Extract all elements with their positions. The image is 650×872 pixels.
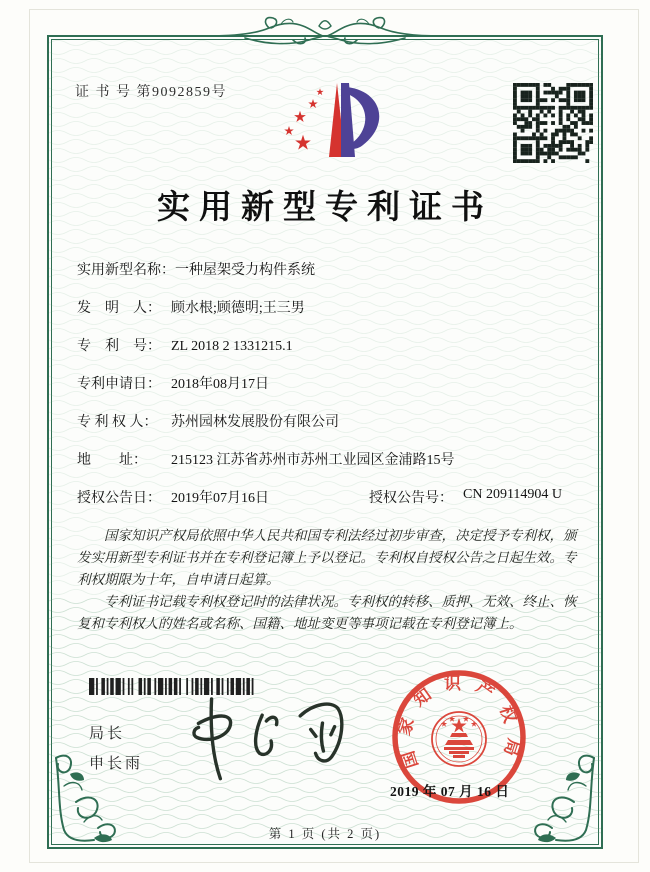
grant-date-label: 授权公告日： xyxy=(77,491,161,506)
field-row-name xyxy=(77,259,582,297)
field-value: 2018年08月17日 xyxy=(171,377,269,392)
national-emblem-icon xyxy=(432,712,486,766)
field-label: 专 利 权 人： xyxy=(77,415,158,430)
field-label: 发 明 人： xyxy=(77,301,161,316)
field-row-address xyxy=(77,449,582,487)
field-row-patent-no xyxy=(77,335,582,373)
director-title: 局长 xyxy=(89,726,126,742)
field-row-filing-date xyxy=(77,373,582,411)
cnipa-logo-icon xyxy=(275,77,395,167)
field-label: 地 址： xyxy=(77,453,147,468)
page-number: 第 1 页 (共 2 页) xyxy=(268,827,382,841)
seal-text: 国家知识产权局 xyxy=(394,674,524,771)
director-block xyxy=(89,719,143,779)
field-row-patentee xyxy=(77,411,582,449)
field-value: ZL 2018 2 1331215.1 xyxy=(171,339,293,354)
grant-date-value: 2019年07月16日 xyxy=(171,491,269,506)
legal-paragraph: 专利证书记载专利权登记时的法律状况。专利权的转移、质押、无效、终止、恢复和专利权人的姓名或名称、国籍、地址变更等事项记载在专利登记簿上。 xyxy=(77,594,577,631)
field-value: 215123 江苏省苏州市苏州工业园区金浦路15号 xyxy=(171,453,455,468)
field-label: 专 利 号： xyxy=(77,339,161,354)
field-row-grant xyxy=(77,487,582,525)
certificate-title: 实用新型专利证书 xyxy=(157,190,493,226)
top-border-ornament xyxy=(205,14,445,58)
field-value: 一种屋架受力构件系统 xyxy=(175,263,315,278)
certificate-number: 证 书 号 第9092859号 xyxy=(75,85,227,100)
field-value: 苏州园林发展股份有限公司 xyxy=(171,415,339,430)
legal-text xyxy=(77,525,581,635)
field-value: 顾水根;顾德明;王三男 xyxy=(171,301,305,316)
seal-date: 2019 年 07 月 16 日 xyxy=(390,784,510,799)
legal-paragraph: 国家知识产权局依照中华人民共和国专利法经过初步审查，决定授予专利权，颁发实用新型专利证书并在专利登记簿上予以登记。专利权自授权公告之日起生效。专利权期限为十年，自申请日起算。 xyxy=(77,528,577,587)
certificate-frame xyxy=(47,35,603,849)
grant-no-label: 授权公告号： xyxy=(369,491,453,506)
field-label: 专利申请日： xyxy=(77,377,161,392)
signature-shen-changyu xyxy=(165,686,368,793)
field-row-inventors xyxy=(77,297,582,335)
qr-code-icon xyxy=(513,83,593,163)
field-list xyxy=(77,259,582,525)
director-name: 申长雨 xyxy=(89,756,144,772)
grant-no-value: CN 209114904 U xyxy=(463,487,563,502)
field-label: 实用新型名称： xyxy=(77,263,175,278)
certificate-content xyxy=(49,37,601,847)
